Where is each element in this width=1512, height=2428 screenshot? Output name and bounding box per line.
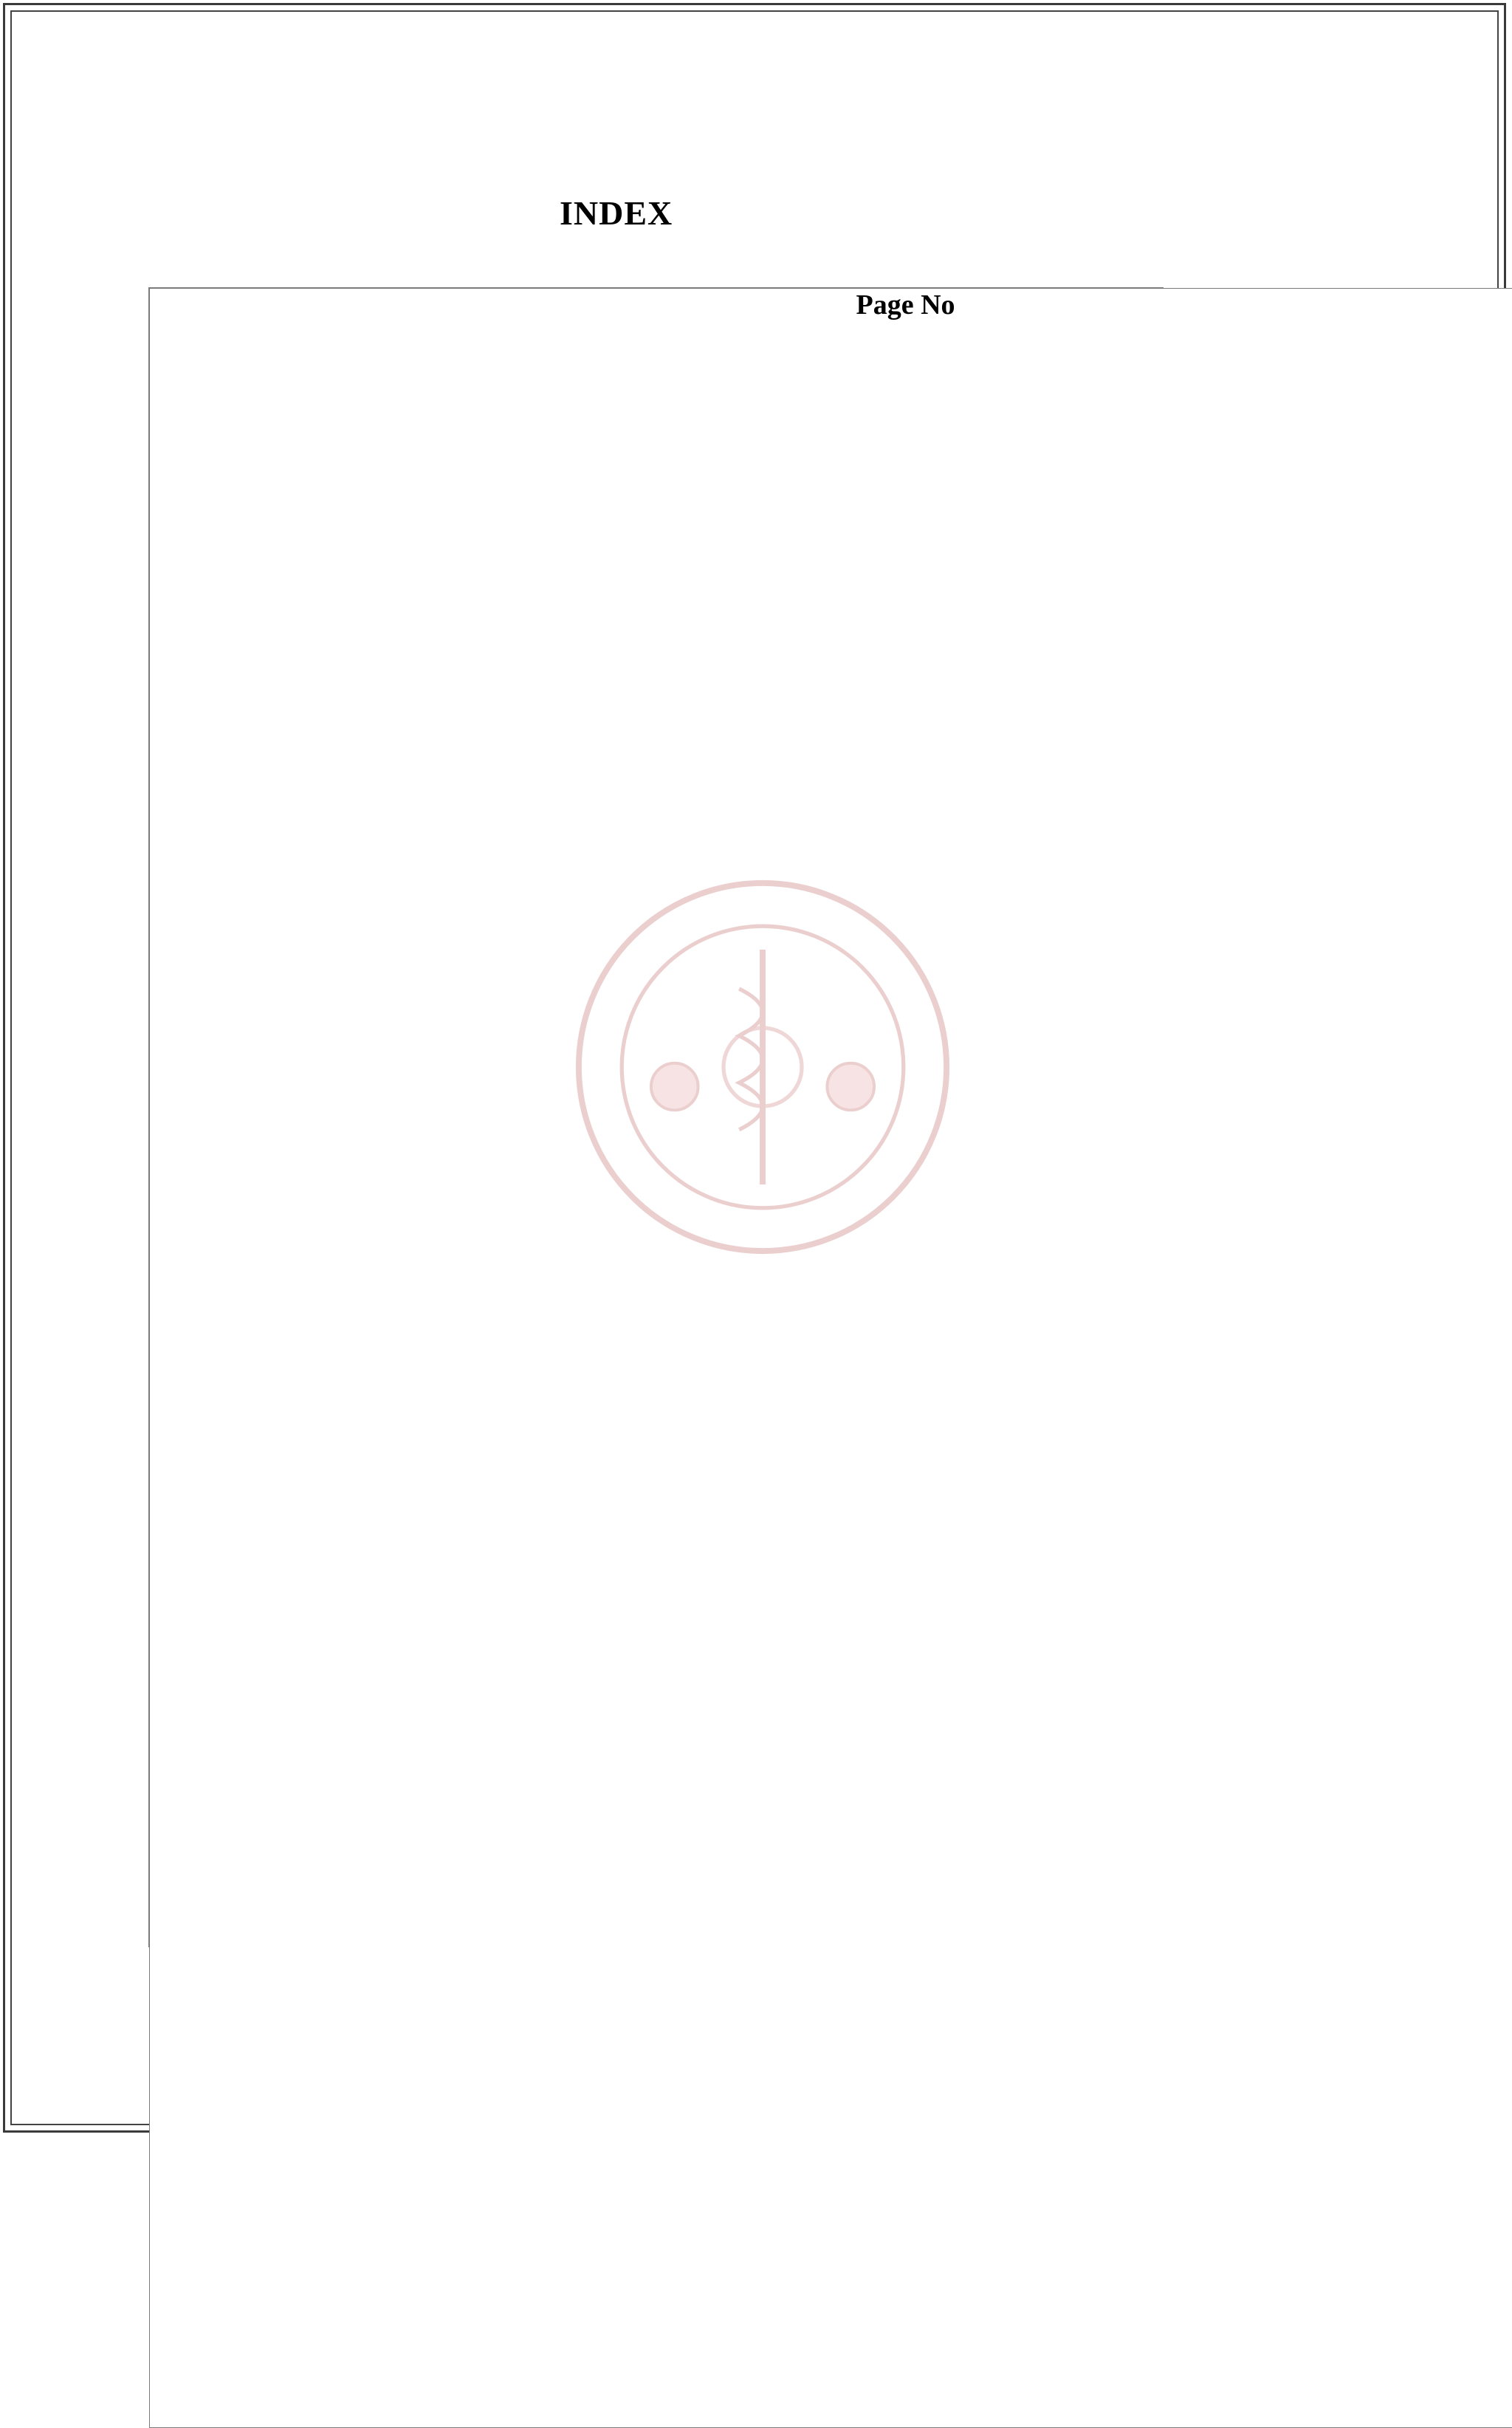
institution-seal-watermark — [567, 871, 958, 1263]
header-page-no: Page No — [149, 288, 1512, 2428]
page-title: INDEX — [560, 193, 673, 233]
table-header-row — [149, 288, 1334, 335]
